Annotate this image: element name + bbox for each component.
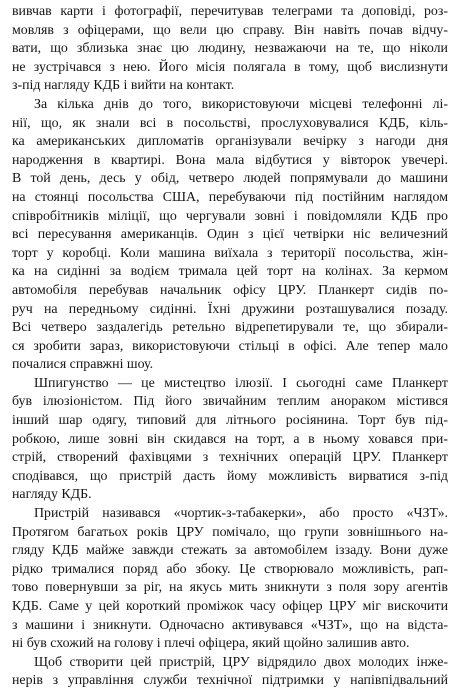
text-line: з-під нагляду КДБ і вийти на контакт.: [12, 78, 235, 94]
paragraph-4: [12, 505, 448, 654]
text-line: народження в квартирі. Вона мала відбутися у вівторок увечері.: [12, 152, 448, 168]
text-line: ка американських дипломатів організували вечірку з нагоди дня: [12, 134, 448, 150]
text-line: нагляду КДБ.: [12, 487, 92, 503]
text-line: сподівався, що пристрій дасть йому можливість вирватися з-під: [12, 468, 448, 484]
text-line: В той день, десь у обід, четверо людей попрямували до машини: [12, 171, 448, 187]
text-line: торт у коробці. Коли машина виїхала з території посольства, жін-: [12, 245, 448, 261]
text-line: рідко трималися поряд або збоку. Це створювало можливість, рап-: [12, 561, 448, 577]
text-line: КДБ. Саме у цей короткий проміжок часу офіцер ЦРУ міг вискочити: [12, 599, 448, 614]
text-line: робкою, лише зовні він скидався на торт, а в ньому ховався при-: [12, 431, 448, 447]
paragraph-3: [12, 375, 448, 505]
text-line: ні був схожий на голову і плечі офіцера, який щойно залишив авто.: [12, 636, 410, 652]
text-line: Шпигунство — це мистецтво ілюзії. І сьогодні саме Планкерт: [34, 375, 448, 391]
paragraph-5: [12, 654, 448, 691]
text-line: ка на сидінні за водієм тримала цей торт на колінах. За кермом: [12, 264, 448, 280]
paragraph-1: [12, 3, 448, 96]
text-line: почалися справжні шоу.: [12, 357, 154, 373]
text-line: автомобіля перебував начальник офісу ЦРУ. Планкерт сидів по-: [12, 282, 448, 298]
text-line: гляду КДБ майже завжди стежать за автомобілем іззаду. Вони дуже: [12, 543, 448, 559]
text-line: нії, що, як знали всі в посольстві, прослуховувалися КДБ, кіль-: [12, 115, 448, 131]
text-line: був ілюзіоністом. Під його звичайним теплим анораком містився: [12, 394, 448, 410]
text-line: з машини і зникнути. Одночасно активувався «ЧЗТ», що на відста-: [12, 617, 448, 633]
text-line: вати, що зблизька знає цю людину, незважаючи на те, що ніколи: [12, 41, 448, 57]
text-line: ся зробити зараз, використовуючи стільці в офісі. Але тепер мало: [12, 338, 448, 354]
text-line: мовляв з офіцерами, що вели цю справу. Він навіть почав відчу-: [12, 22, 448, 38]
text-line: Протягом багатьох років ЦРУ помічало, що групи зовнішнього на-: [12, 524, 448, 540]
text-line: За кілька днів до того, використовуючи місцеві телефонні лі-: [34, 96, 448, 112]
text-line: на стоянці посольства США, перебуваючи під постійним наглядом: [12, 189, 448, 205]
text-line: нерів з управління служби технічної підтримки у напівпідвальний: [12, 673, 448, 689]
text-line: руч на передньому сидінні. Їхні дружини розташувалися позаду.: [12, 301, 448, 317]
text-line: Всі четверо заздалегідь ретельно відрепетирували те, що збирали-: [12, 320, 448, 336]
text-line: співробітників міліції, що чергували зовні і повідомляли КДБ про: [12, 208, 448, 224]
text-line: стрій, створений фахівцями з технічних операцій ЦРУ. Планкерт: [12, 450, 448, 466]
text-line: не зустрічався з нею. Його місія полягала в тому, щоб вислизнути: [12, 59, 448, 75]
text-line: вивчав карти і фотографії, перечитував телеграми та доповіді, роз-: [12, 4, 448, 19]
text-line: Пристрій називався «чортик-з-табакерки», або просто «ЧЗТ».: [34, 506, 448, 522]
paragraph-2: [12, 96, 448, 375]
document-page: [12, 3, 448, 691]
text-line: інший шар одягу, типовий для літнього росіянина. Торт був під-: [12, 413, 448, 429]
text-line: тово повернувши за ріг, на якусь мить зникнути з поля зору агентів: [12, 580, 448, 596]
text-line: всі пересування американців. Один з цієї четвірки ніс величезний: [12, 227, 448, 243]
text-line: Щоб створити цей пристрій, ЦРУ відрядило двох молодих інже-: [34, 654, 448, 670]
